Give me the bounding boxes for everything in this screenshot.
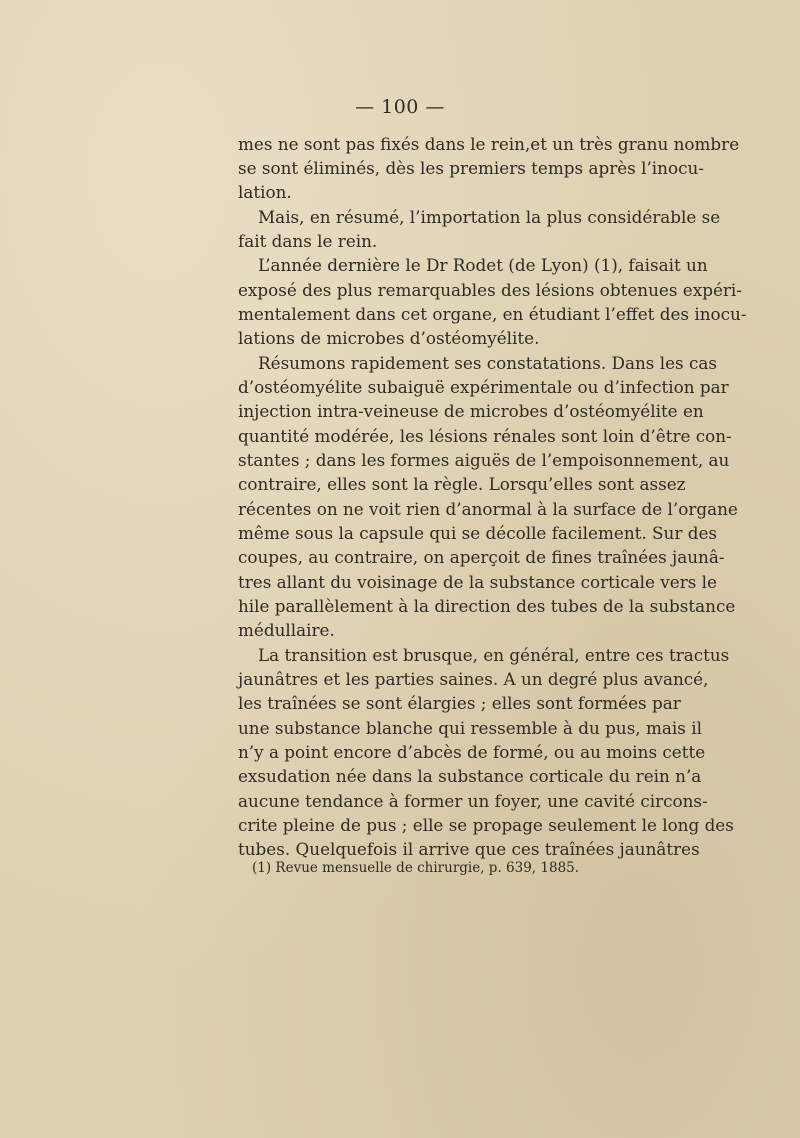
text-line: aucune tendance à former un foyer, une cavité circons- [238, 791, 708, 811]
text-line: n’y a point encore d’abcès de formé, ou au moins cette [238, 742, 706, 762]
page-number: — 100 — [355, 96, 445, 118]
text-line: La transition est brusque, en général, entre ces tractus [258, 645, 730, 665]
text-line: hile parallèlement à la direction des tubes de la substance [238, 596, 736, 616]
text-line: quantité modérée, les lésions rénales sont loin d’être con- [238, 426, 732, 446]
text-line: jaunâtres et les parties saines. A un degré plus avancé, [238, 669, 709, 689]
text-line: lations de microbes d’ostéomyélite. [238, 328, 540, 348]
text-line: lation. [238, 182, 292, 202]
text-line: tres allant du voisinage de la substance corticale vers le [238, 572, 717, 592]
text-line: se sont éliminés, dès les premiers temps après l’inocu- [238, 158, 704, 178]
text-line: crite pleine de pus ; elle se propage seulement le long des [238, 815, 734, 835]
text-line: contraire, elles sont la règle. Lorsqu’elles sont assez [238, 474, 686, 494]
text-line: médullaire. [238, 620, 335, 640]
text-line: fait dans le rein. [238, 231, 378, 251]
text-line: d’ostéomyélite subaiguë expérimentale ou d’infection par [238, 377, 729, 397]
text-line: mes ne sont pas fixés dans le rein,et un très granu nombre [238, 134, 740, 154]
text-line: une substance blanche qui ressemble à du pus, mais il [238, 718, 702, 738]
text-line: Mais, en résumé, l’importation la plus considérable se [258, 207, 721, 227]
text-line: stantes ; dans les formes aiguës de l’empoisonnement, au [238, 450, 730, 470]
text-line: mentalement dans cet organe, en étudiant l’effet des inocu- [238, 304, 747, 324]
text-line: L’année dernière le Dr Rodet (de Lyon) (1), faisait un [258, 255, 708, 275]
text-line: exposé des plus remarquables des lésions obtenues expéri- [238, 280, 742, 300]
text-line: tubes. Quelquefois il arrive que ces traînées jaunâtres [238, 839, 700, 859]
text-line: même sous la capsule qui se décolle facilement. Sur des [238, 523, 717, 543]
text-line: coupes, au contraire, on aperçoit de fines traînées jaunâ- [238, 547, 725, 567]
text-line: les traînées se sont élargies ; elles sont formées par [238, 693, 681, 713]
footnote: (1) Revue mensuelle de chirurgie, p. 639, 1885. [252, 860, 580, 876]
text-line: injection intra-veineuse de microbes d’ostéomyélite en [238, 401, 704, 421]
text-line: Résumons rapidement ses constatations. Dans les cas [258, 353, 717, 373]
text-line: exsudation née dans la substance corticale du rein n’a [238, 766, 702, 786]
text-line: récentes on ne voit rien d’anormal à la surface de l’organe [238, 499, 738, 519]
